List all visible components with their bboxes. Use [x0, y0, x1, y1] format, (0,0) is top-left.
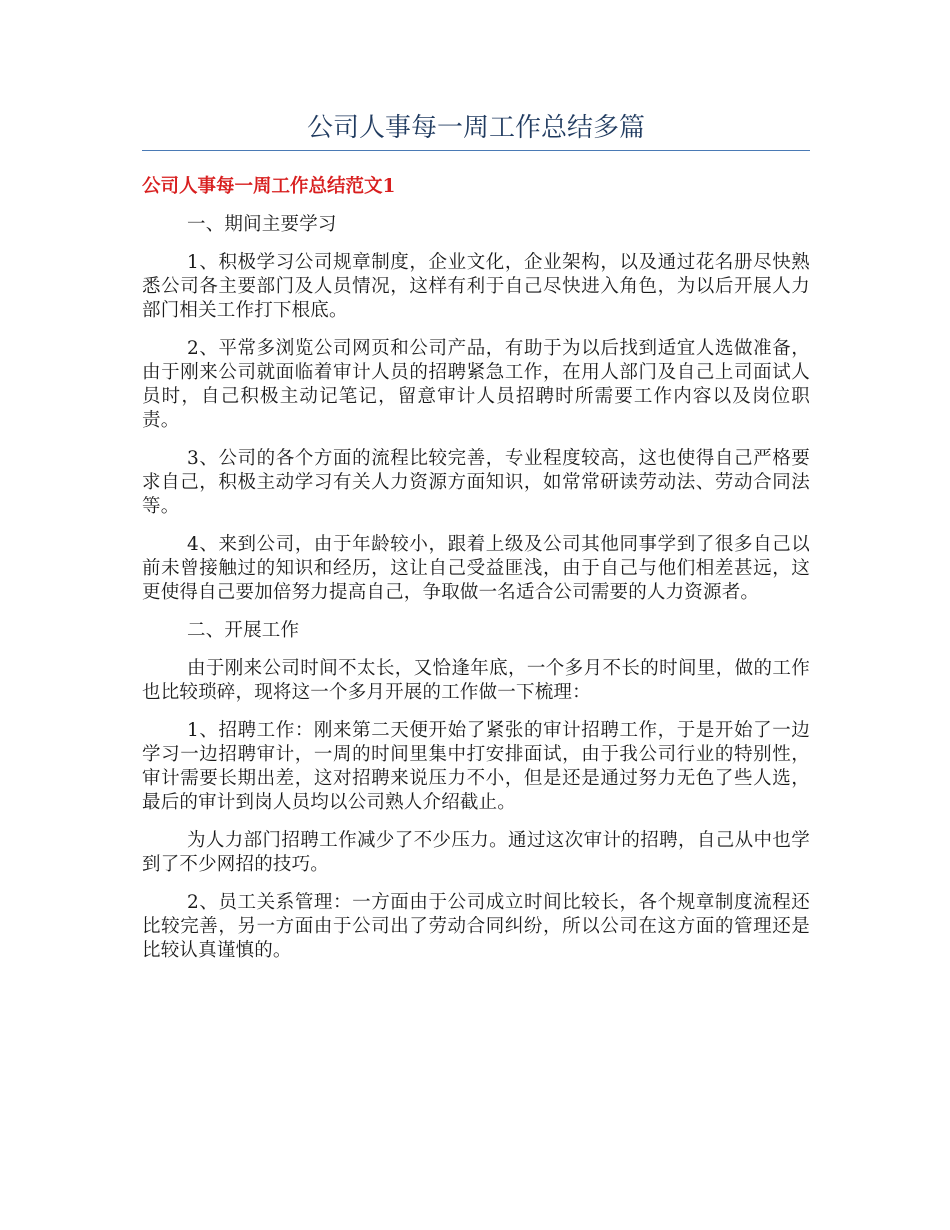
subheading-study: 一、期间主要学习 [187, 214, 337, 235]
title-underline [142, 150, 810, 151]
paragraph-work-1-cont: 为人力部门招聘工作减少了不少压力。通过这次审计的招聘，自己从中也学到了不少网招的技巧。 [142, 830, 810, 875]
section-heading: 公司人事每一周工作总结范文1 [142, 176, 396, 197]
paragraph-study-1: 1、积极学习公司规章制度，企业文化，企业架构，以及通过花名册尽快熟悉公司各主要部门及人员情况，这样有利于自己尽快进入角色，为以后开展人力部门相关工作打下根底。 [142, 252, 810, 321]
paragraph-work-intro: 由于刚来公司时间不太长，又恰逢年底，一个多月不长的时间里，做的工作也比较琐碎，现将这一个多月开展的工作做一下梳理： [142, 658, 810, 703]
paragraph-work-2: 2、员工关系管理：一方面由于公司成立时间比较长，各个规章制度流程还比较完善，另一方面由于公司出了劳动合同纠纷，所以公司在这方面的管理还是比较认真谨慎的。 [142, 892, 810, 961]
paragraph-study-4: 4、来到公司，由于年龄较小，跟着上级及公司其他同事学到了很多自己以前未曾接触过的知识和经历，这让自己受益匪浅，由于自己与他们相差甚远，这更使得自己要加倍努力提高自己，争取做一名适合公司需要的人力资源者。 [142, 534, 810, 603]
paragraph-study-3: 3、公司的各个方面的流程比较完善，专业程度较高，这也使得自己严格要求自己，积极主动学习有关人力资源方面知识，如常常研读劳动法、劳动合同法等。 [142, 448, 810, 517]
document-title: 公司人事每一周工作总结多篇 [306, 113, 645, 143]
paragraph-study-2: 2、平常多浏览公司网页和公司产品，有助于为以后找到适宜人选做准备，由于刚来公司就面临着审计人员的招聘紧急工作，在用人部门及自己上司面试人员时，自己积极主动记笔记，留意审计人员招聘时所需要工作内容以及岗位职责。 [142, 338, 810, 431]
paragraph-work-1: 1、招聘工作：刚来第二天便开始了紧张的审计招聘工作，于是开始了一边学习一边招聘审计，一周的时间里集中打安排面试，由于我公司行业的特别性，审计需要长期出差，这对招聘来说压力不小，但是还是通过努力无色了些人选，最后的审计到岗人员均以公司熟人介绍截止。 [142, 720, 810, 813]
document-page [142, 108, 810, 963]
subheading-work: 二、开展工作 [187, 620, 300, 641]
